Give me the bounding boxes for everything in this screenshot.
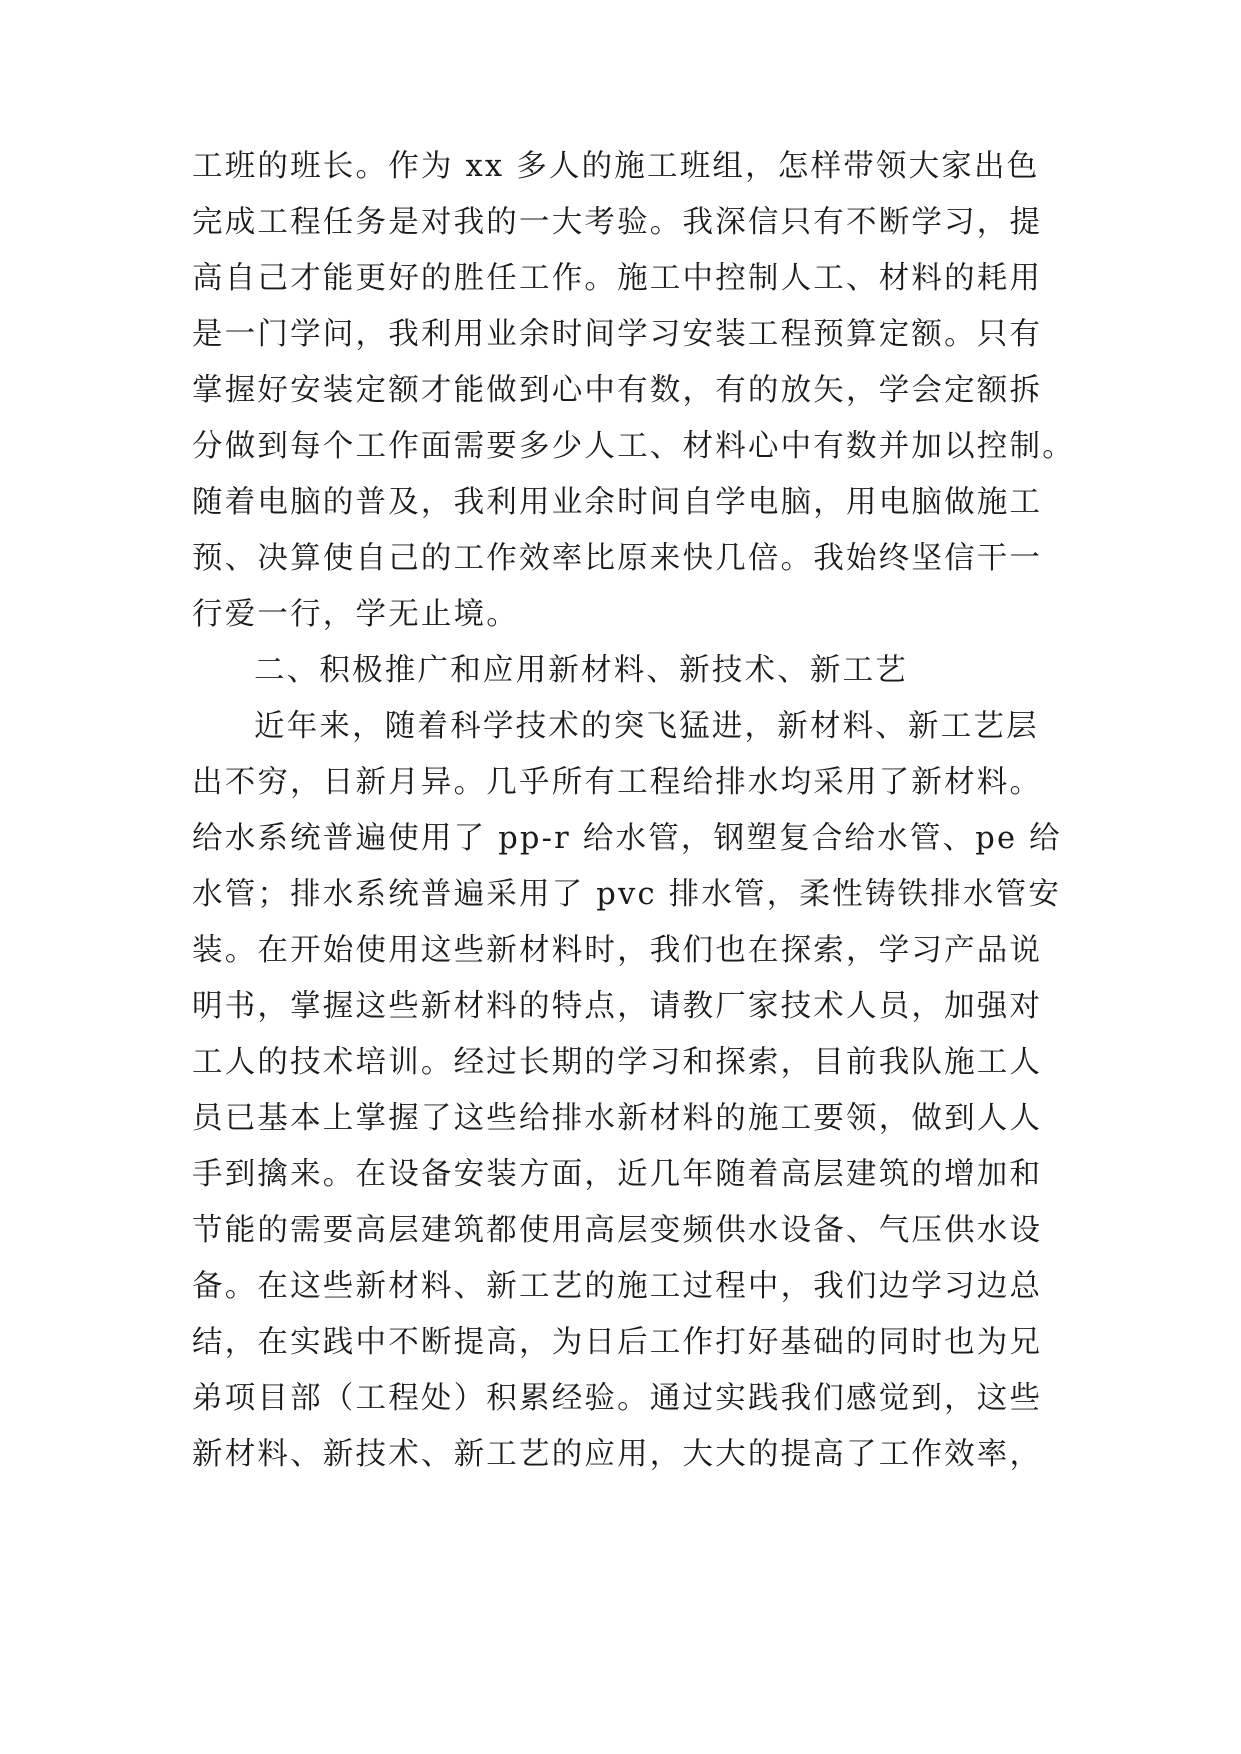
section-heading: 二、积极推广和应用新材料、新技术、新工艺 <box>254 653 908 688</box>
paragraph-line: 手到擒来。在设备安装方面，近几年随着高层建筑的增加和 <box>192 1157 1043 1192</box>
paragraph-line: 工班的班长。作为 xx 多人的施工班组，怎样带领大家出色 <box>192 149 1040 184</box>
paragraph-line: 近年来，随着科学技术的突飞猛进，新材料、新工艺层 <box>254 709 1039 744</box>
paragraph-line: 水管；排水系统普遍采用了 pvc 排水管，柔性铸铁排水管安 <box>192 877 1062 912</box>
paragraph-line: 随着电脑的普及，我利用业余时间自学电脑，用电脑做施工 <box>192 485 1043 520</box>
paragraph-line: 结，在实践中不断提高，为日后工作打好基础的同时也为兄 <box>192 1325 1043 1360</box>
paragraph-line: 是一门学问，我利用业余时间学习安装工程预算定额。只有 <box>192 317 1043 352</box>
paragraph-line: 装。在开始使用这些新材料时，我们也在探索，学习产品说 <box>192 933 1043 968</box>
paragraph-line: 员已基本上掌握了这些给排水新材料的施工要领，做到人人 <box>192 1101 1043 1136</box>
paragraph-line: 新材料、新技术、新工艺的应用，大大的提高了工作效率， <box>192 1437 1043 1472</box>
paragraph-line: 给水系统普遍使用了 pp-r 给水管，钢塑复合给水管、pe 给 <box>192 821 1062 856</box>
paragraph-line: 掌握好安装定额才能做到心中有数，有的放矢，学会定额拆 <box>192 373 1043 408</box>
paragraph-line: 明书，掌握这些新材料的特点，请教厂家技术人员，加强对 <box>192 989 1043 1024</box>
paragraph-line: 出不穷，日新月异。几乎所有工程给排水均采用了新材料。 <box>192 765 1043 800</box>
paragraph-line: 备。在这些新材料、新工艺的施工过程中，我们边学习边总 <box>192 1269 1043 1304</box>
paragraph-line: 节能的需要高层建筑都使用高层变频供水设备、气压供水设 <box>192 1213 1043 1248</box>
paragraph-line: 弟项目部（工程处）积累经验。通过实践我们感觉到，这些 <box>192 1381 1043 1416</box>
paragraph-line: 完成工程任务是对我的一大考验。我深信只有不断学习，提 <box>192 205 1043 240</box>
paragraph-line: 分做到每个工作面需要多少人工、材料心中有数并加以控制。 <box>192 429 1075 464</box>
paragraph-line: 行爱一行，学无止境。 <box>192 597 519 632</box>
paragraph-line: 高自己才能更好的胜任工作。施工中控制人工、材料的耗用 <box>192 261 1043 296</box>
paragraph-line: 工人的技术培训。经过长期的学习和探索，目前我队施工人 <box>192 1045 1043 1080</box>
paragraph-line: 预、决算使自己的工作效率比原来快几倍。我始终坚信干一 <box>192 541 1043 576</box>
